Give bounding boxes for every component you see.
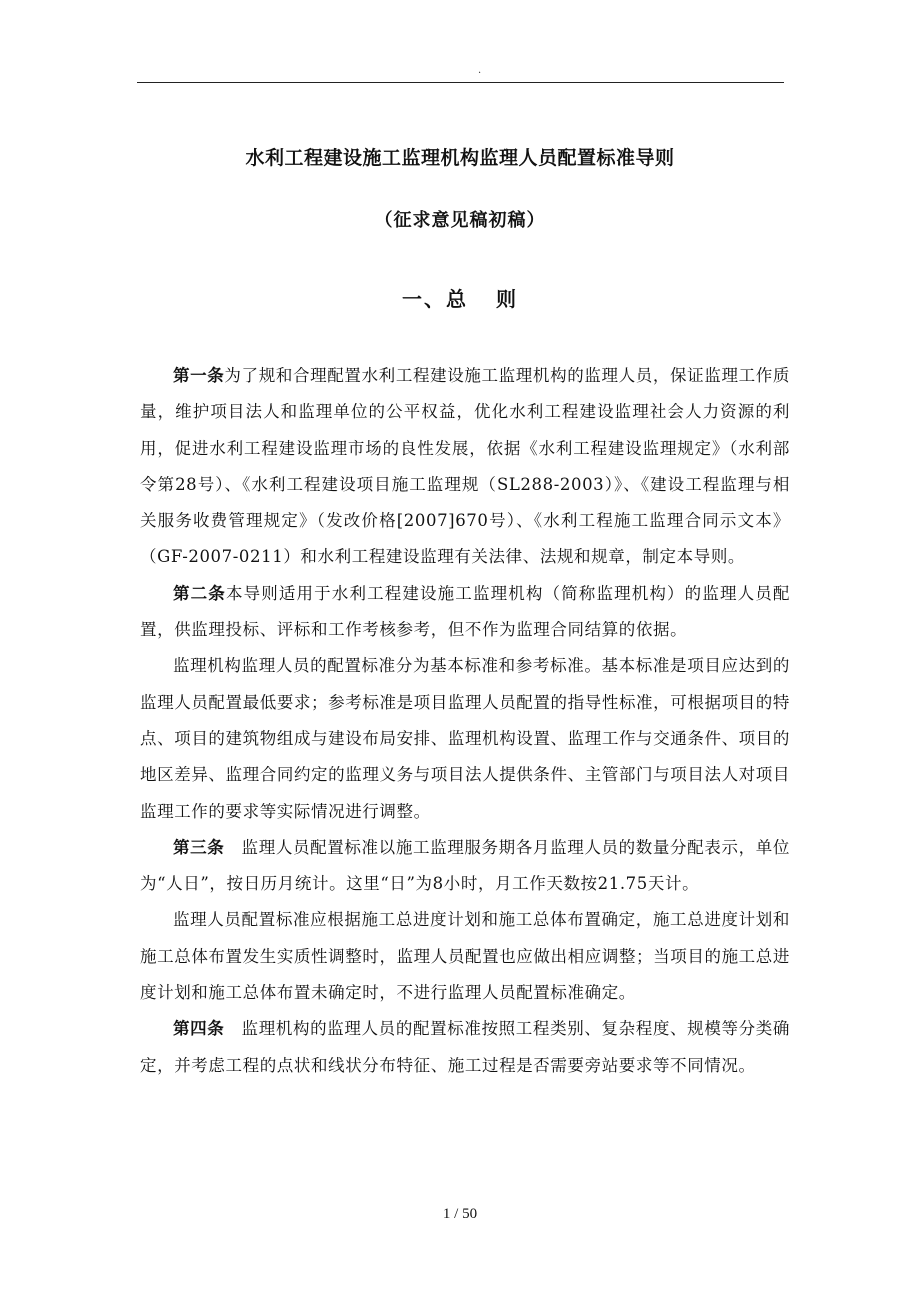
article-1-paragraph <box>140 358 790 576</box>
article-2-lead: 第二条 <box>173 583 226 603</box>
article-3-paragraph <box>140 830 790 903</box>
document-body <box>140 358 790 1084</box>
header-mark: . <box>478 65 482 76</box>
article-2-continuation-text: 监理机构监理人员的配置标准分为基本标准和参考标准。基本标准是项目应达到的监理人员配置最低要求；参考标准是项目监理人员配置的指导性标准，可根据项目的特点、项目的建筑物组成与建设布局安排、监理机构设置、监理工作与交通条件、项目的地区差异、监理合同约定的监理义务与项目法人提供条件、主管部门与项目法人对项目监理工作的要求等实际情况进行调整。 <box>140 656 790 821</box>
article-4-lead: 第四条 <box>173 1019 225 1039</box>
header-rule <box>137 82 784 83</box>
article-4-paragraph <box>140 1011 790 1084</box>
article-3-lead: 第三条 <box>173 837 225 857</box>
article-4-text: 监理机构的监理人员的配置标准按照工程类别、复杂程度、规模等分类确定，并考虑工程的点状和线状分布特征、施工过程是否需要旁站要求等不同情况。 <box>140 1019 790 1075</box>
document-subtitle: （征求意见稿初稿） <box>374 210 546 231</box>
article-1-lead: 第一条 <box>173 366 225 385</box>
article-1-text: 为了规和合理配置水利工程建设施工监理机构的监理人员，保证监理工作质量，维护项目法人和监理单位的公平权益，优化水利工程建设监理社会人力资源的利用，促进水利工程建设监理市场的良性发展，依据《水利工程建设监理规定》（水利部令第28号）、《水利工程建设项目施工监理规（SL288-2003）》、《建设工程监理与相关服务收费管理规定》（发改价格[2007]670号）、《水利工程施工监理合同示文本》（GF-2007-0211）和水利工程建设监理有关法律、法规和规章，制定本导则。 <box>140 366 790 567</box>
article-3-continuation-paragraph <box>140 902 790 1011</box>
article-3-text: 监理人员配置标准以施工监理服务期各月监理人员的数量分配表示，单位为“人日”，按日历月统计。这里“日”为8小时，月工作天数按21.75天计。 <box>140 837 790 894</box>
article-2-paragraph <box>140 576 790 649</box>
document-title: 水利工程建设施工监理机构监理人员配置标准导则 <box>245 147 675 169</box>
section-heading-word: 则 <box>496 287 518 311</box>
article-2-text: 本导则适用于水利工程建设施工监理机构（简称监理机构）的监理人员配置，供监理投标、评标和工作考核参考，但不作为监理合同结算的依据。 <box>140 583 790 640</box>
article-2-continuation-paragraph <box>140 648 790 829</box>
page-number: 1 / 50 <box>442 1206 478 1222</box>
article-3-continuation-text: 监理人员配置标准应根据施工总进度计划和施工总体布置确定，施工总进度计划和施工总体布置发生实质性调整时，监理人员配置也应做出相应调整；当项目的施工总进度计划和施工总体布置未确定时，不进行监理人员配置标准确定。 <box>140 910 790 1003</box>
section-heading <box>0 283 920 312</box>
section-heading-number: 一、总 <box>402 287 468 311</box>
